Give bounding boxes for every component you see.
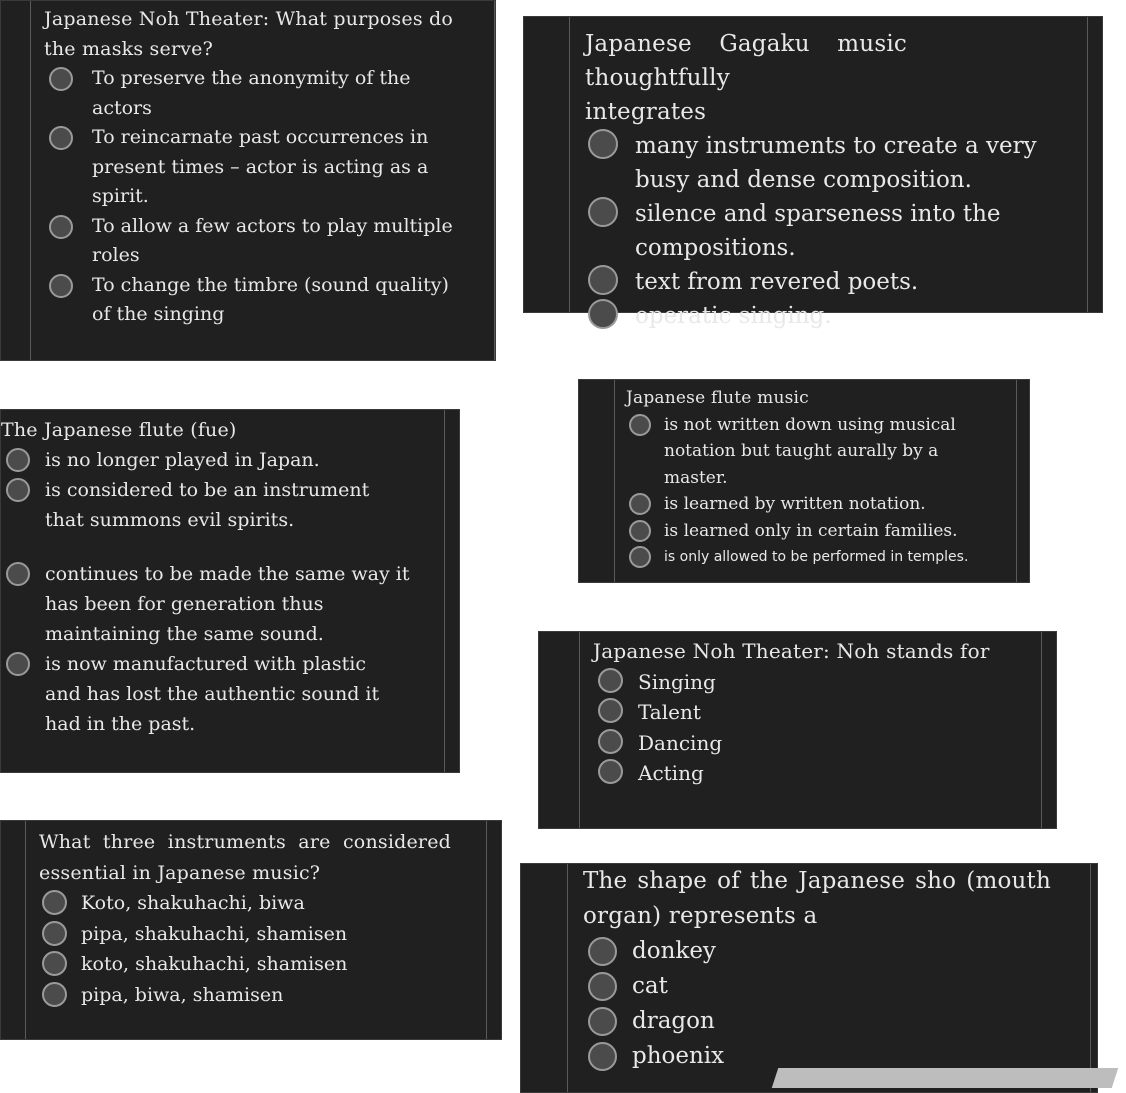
- option-label: many instruments to create a very busy and dense composition.: [635, 133, 1037, 193]
- answer-option[interactable]: [583, 934, 1051, 969]
- radio-button[interactable]: [42, 921, 67, 946]
- radio-button[interactable]: [49, 274, 73, 298]
- radio-button[interactable]: [49, 215, 73, 239]
- question-text: Japanese flute music: [626, 388, 809, 408]
- option-label: donkey: [632, 938, 716, 964]
- question-text: The shape of the Japanese sho (mouth organ) represents a: [583, 868, 1051, 929]
- radio-button[interactable]: [598, 759, 623, 784]
- question-text: Japanese Noh Theater: What purposes do the masks serve?: [44, 8, 454, 60]
- card-right-rule: [444, 410, 445, 772]
- radio-button[interactable]: [588, 299, 618, 329]
- option-label: silence and sparseness into the compositions.: [635, 201, 1001, 261]
- option-label: is considered to be an instrument that summons evil spirits.: [45, 479, 370, 531]
- radio-button[interactable]: [598, 729, 623, 754]
- card-left-rule: [614, 380, 615, 582]
- answer-option[interactable]: [585, 299, 1045, 333]
- question-card-gagaku: [523, 16, 1103, 329]
- radio-button[interactable]: [42, 890, 67, 915]
- option-label: Dancing: [638, 730, 723, 755]
- card-right-rule: [1090, 864, 1091, 1092]
- radio-button[interactable]: [588, 937, 617, 966]
- card-left-rule: [579, 632, 580, 828]
- answer-option[interactable]: [593, 728, 1013, 759]
- answer-option[interactable]: [626, 544, 986, 571]
- answer-option[interactable]: [44, 123, 464, 212]
- radio-button[interactable]: [42, 982, 67, 1007]
- radio-button[interactable]: [49, 67, 73, 91]
- radio-button[interactable]: [588, 265, 618, 295]
- answer-option[interactable]: [44, 271, 464, 330]
- card-left-rule: [567, 864, 568, 1092]
- radio-button[interactable]: [598, 698, 623, 723]
- question-card-flute-music: [578, 379, 1030, 583]
- option-label: Acting: [638, 761, 704, 785]
- radio-button[interactable]: [588, 197, 618, 227]
- card-right-rule: [486, 821, 487, 1039]
- card-left-rule: [30, 1, 31, 360]
- question-card-noh-stands-for: [538, 631, 1057, 829]
- card-right-rule: [1041, 632, 1042, 828]
- radio-button[interactable]: [588, 1042, 617, 1071]
- option-label: continues to be made the same way it has been for generation thus maintaining the same sound.: [45, 563, 410, 645]
- answer-option[interactable]: [583, 969, 1051, 1004]
- question-card-sho-shape: [520, 863, 1098, 1093]
- answer-option[interactable]: [626, 518, 986, 545]
- answer-option[interactable]: [585, 129, 1045, 197]
- answer-option[interactable]: [593, 667, 1013, 698]
- radio-button[interactable]: [6, 448, 30, 472]
- radio-button[interactable]: [42, 951, 67, 976]
- spacer: [1, 535, 421, 559]
- radio-button[interactable]: [629, 520, 651, 542]
- answer-option[interactable]: [1, 649, 421, 739]
- option-label: operatic singing.: [635, 303, 832, 329]
- card-left-rule: [569, 17, 570, 312]
- answer-option[interactable]: [593, 758, 1013, 789]
- answer-option[interactable]: [39, 919, 451, 950]
- answer-option[interactable]: [585, 265, 1045, 299]
- option-label: cat: [632, 973, 668, 999]
- option-label: To change the timbre (sound quality) of the singing: [92, 273, 449, 325]
- question-card-three-instruments: [0, 820, 502, 1040]
- answer-option[interactable]: [585, 197, 1045, 265]
- option-label: koto, shakuhachi, shamisen: [81, 953, 348, 975]
- question-text: What three instruments are considered essential in Japanese music?: [39, 831, 451, 884]
- card-right-rule: [494, 1, 495, 360]
- answer-option[interactable]: [626, 412, 986, 492]
- question-text: Japanese Gagaku music thoughtfully integrates: [585, 31, 907, 125]
- answer-option[interactable]: [1, 475, 421, 535]
- option-label: is no longer played in Japan.: [45, 449, 320, 471]
- answer-option[interactable]: [1, 445, 421, 475]
- answer-option[interactable]: [39, 949, 451, 980]
- radio-button[interactable]: [6, 478, 30, 502]
- option-label: is now manufactured with plastic and has lost the authentic sound it had in the past.: [45, 653, 380, 735]
- radio-button[interactable]: [49, 126, 73, 150]
- radio-button[interactable]: [629, 546, 651, 568]
- option-label: text from revered poets.: [635, 269, 919, 295]
- option-label: is only allowed to be performed in temples.: [664, 549, 969, 565]
- answer-option[interactable]: [39, 888, 451, 919]
- option-label: Koto, shakuhachi, biwa: [81, 892, 305, 914]
- option-label: Singing: [638, 669, 716, 694]
- watermark-strip: [772, 1068, 1118, 1088]
- card-left-rule: [25, 821, 26, 1039]
- answer-option[interactable]: [593, 697, 1013, 728]
- radio-button[interactable]: [588, 972, 617, 1001]
- option-label: dragon: [632, 1008, 715, 1034]
- card-right-rule: [1016, 380, 1017, 582]
- radio-button[interactable]: [588, 1007, 617, 1036]
- option-label: phoenix: [632, 1043, 725, 1069]
- answer-option[interactable]: [626, 491, 986, 518]
- radio-button[interactable]: [588, 129, 618, 159]
- answer-option[interactable]: [39, 980, 451, 1011]
- answer-option[interactable]: [1, 559, 421, 649]
- option-label: To preserve the anonymity of the actors: [92, 67, 411, 119]
- question-card-noh-masks: [0, 0, 496, 361]
- radio-button[interactable]: [6, 562, 30, 586]
- answer-option[interactable]: [583, 1004, 1051, 1039]
- question-text: The Japanese flute (fue): [1, 419, 237, 441]
- radio-button[interactable]: [629, 414, 651, 436]
- radio-button[interactable]: [629, 493, 651, 515]
- radio-button[interactable]: [6, 652, 30, 676]
- option-label: is learned only in certain families.: [664, 520, 958, 541]
- question-card-flute-fue: [0, 409, 460, 773]
- radio-button[interactable]: [598, 668, 623, 693]
- option-label: is learned by written notation.: [664, 494, 926, 514]
- option-label: pipa, biwa, shamisen: [81, 983, 284, 1006]
- card-right-rule: [1087, 17, 1088, 312]
- answer-option[interactable]: [44, 64, 464, 123]
- option-label: To allow a few actors to play multiple roles: [92, 214, 453, 266]
- option-label: is not written down using musical notation but taught aurally by a master.: [664, 414, 956, 488]
- option-label: To reincarnate past occurrences in present times – actor is acting as a spirit.: [92, 126, 429, 207]
- answer-option[interactable]: [44, 212, 464, 271]
- option-label: pipa, shakuhachi, shamisen: [81, 922, 348, 945]
- option-label: Talent: [638, 700, 701, 724]
- question-text: Japanese Noh Theater: Noh stands for: [593, 639, 990, 663]
